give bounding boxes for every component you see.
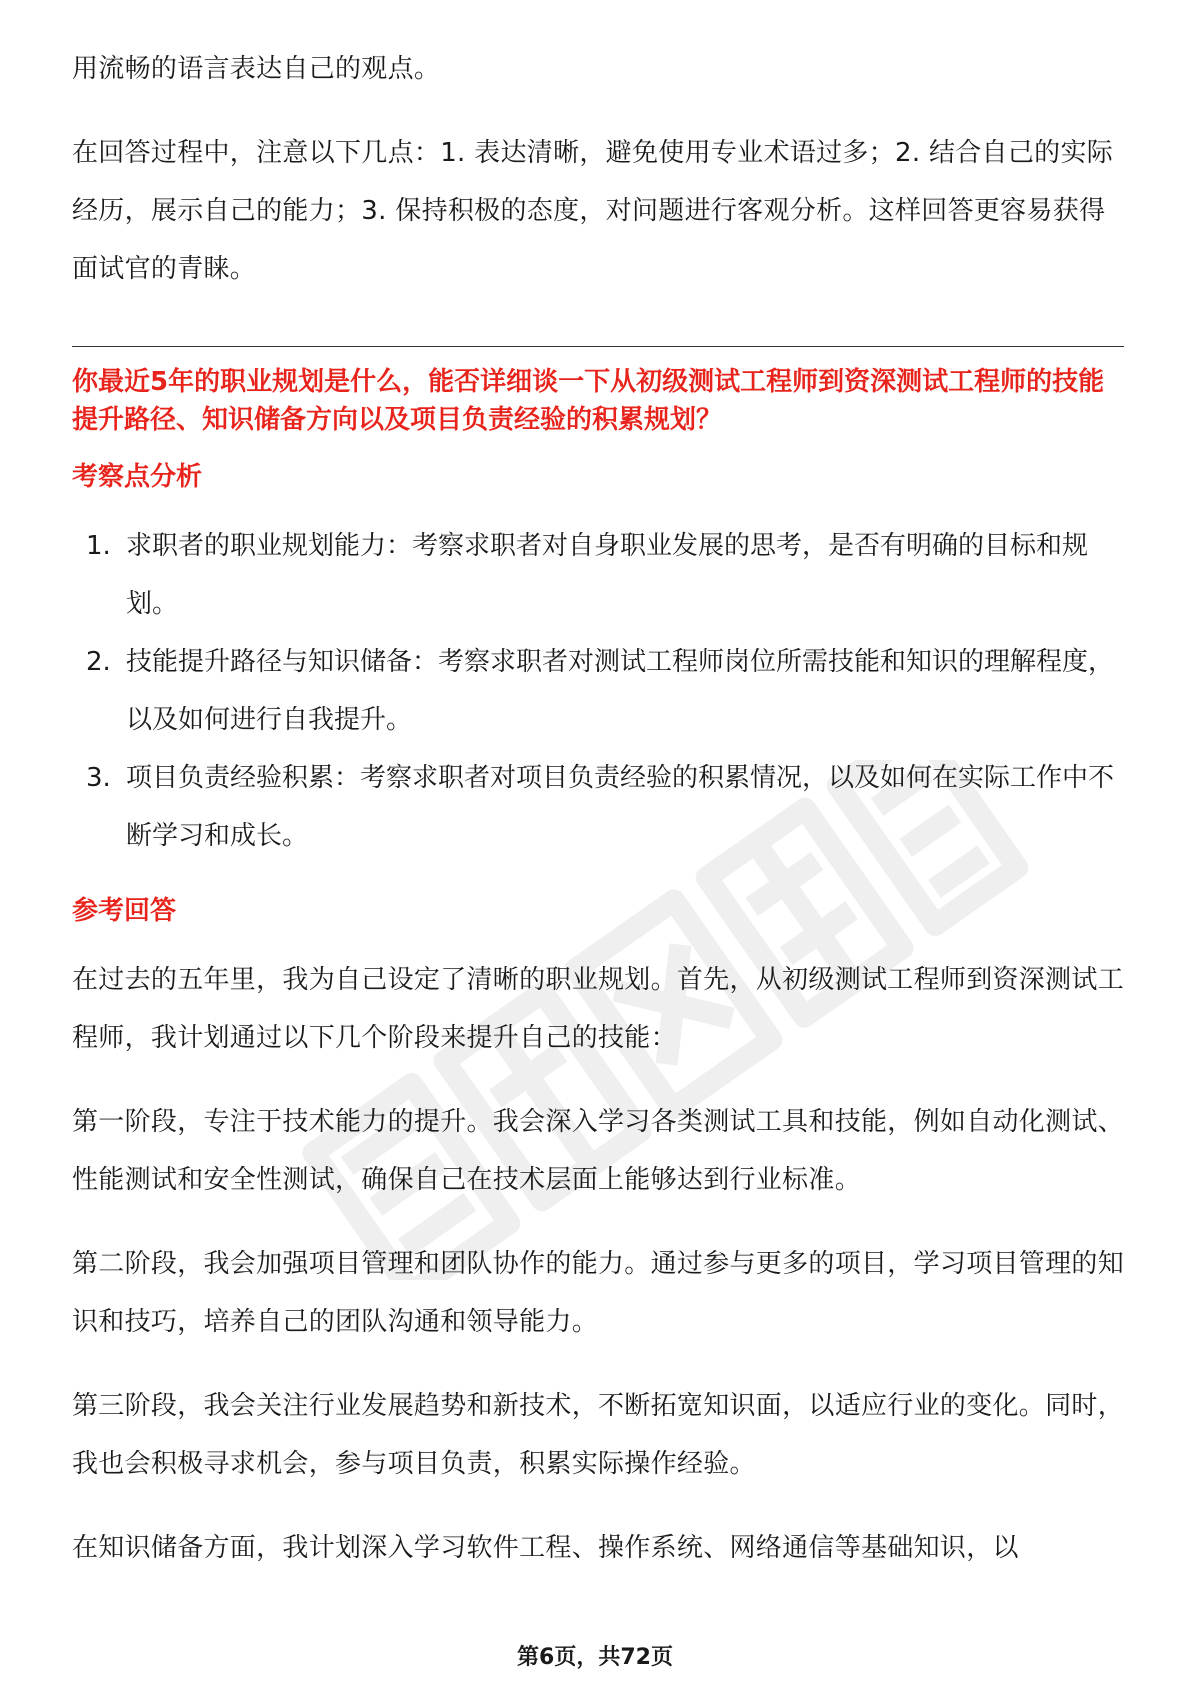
list-item-number: 1. [86, 531, 111, 561]
answer-heading: 参考回答 [72, 896, 177, 926]
intro-line: 用流畅的语言表达自己的观点。 [72, 54, 441, 84]
section-divider [72, 346, 1124, 347]
list-item-text: 项目负责经验积累：考察求职者对项目负责经验的积累情况，以及如何在实际工作中不断学习和成长。 [126, 763, 1115, 851]
answer-paragraph: 第一阶段，专注于技术能力的提升。我会深入学习各类测试工具和技能，例如自动化测试、性能测试和安全性测试，确保自己在技术层面上能够达到行业标准。 [72, 1107, 1125, 1195]
list-item [72, 749, 1124, 865]
answer-paragraph: 第三阶段，我会关注行业发展趋势和新技术，不断拓宽知识面，以适应行业的变化。同时，我也会积极寻求机会，参与项目负责，积累实际操作经验。 [72, 1391, 1125, 1479]
intro-paragraph: 在回答过程中，注意以下几点：1. 表达清晰，避免使用专业术语过多；2. 结合自己的实际经历，展示自己的能力；3. 保持积极的态度，对问题进行客观分析。这样回答更容易获得面试官的青睐。 [72, 138, 1114, 284]
analysis-heading: 考察点分析 [72, 462, 203, 492]
list-item [72, 633, 1124, 749]
list-item [72, 517, 1124, 633]
list-item-text: 求职者的职业规划能力：考察求职者对自身职业发展的思考，是否有明确的目标和规划。 [126, 531, 1089, 619]
content [72, 40, 1124, 1577]
question-title: 你最近5年的职业规划是什么，能否详细谈一下从初级测试工程师到资深测试工程师的技能提升路径、知识储备方向以及项目负责经验的积累规划？ [72, 367, 1105, 435]
list-item-number: 3. [86, 763, 111, 793]
page-number: 第6页，共72页 [517, 1645, 673, 1670]
answer-paragraph: 在过去的五年里，我为自己设定了清晰的职业规划。首先，从初级测试工程师到资深测试工程师，我计划通过以下几个阶段来提升自己的技能： [72, 965, 1125, 1053]
answer-paragraph: 第二阶段，我会加强项目管理和团队协作的能力。通过参与更多的项目，学习项目管理的知识和技巧，培养自己的团队沟通和领导能力。 [72, 1249, 1125, 1337]
list-item-number: 2. [86, 647, 111, 677]
list-item-text: 技能提升路径与知识储备：考察求职者对测试工程师岗位所需技能和知识的理解程度，以及如何进行自我提升。 [126, 647, 1115, 735]
analysis-list [72, 517, 1124, 865]
answer-paragraph: 在知识储备方面，我计划深入学习软件工程、操作系统、网络通信等基础知识，以 [72, 1533, 1019, 1563]
